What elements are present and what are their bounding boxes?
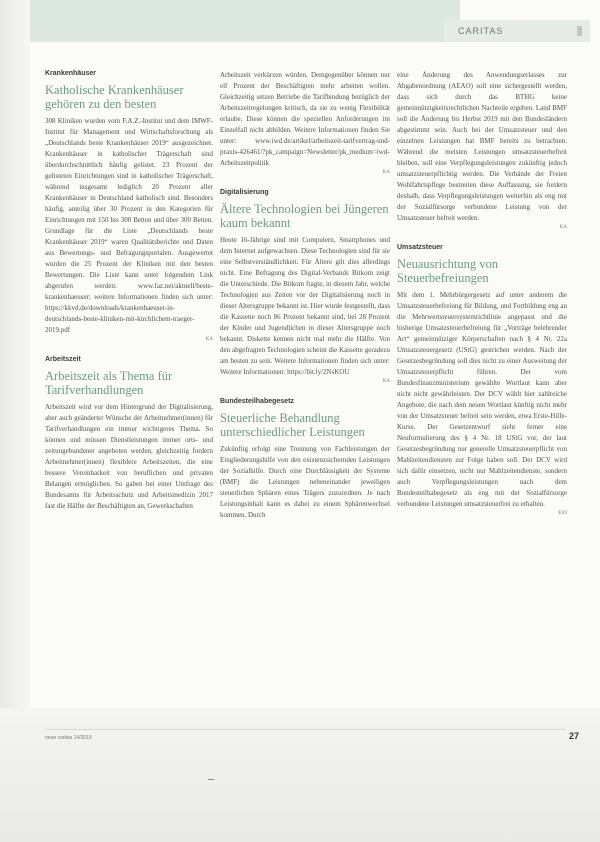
column-1 bbox=[45, 70, 213, 526]
article-kicker: Arbeitszeit bbox=[45, 356, 81, 363]
author-signature: KA bbox=[559, 225, 567, 230]
column-3 bbox=[397, 70, 567, 530]
article-digitalisierung bbox=[220, 189, 390, 384]
section-label: CARITAS bbox=[458, 26, 504, 36]
article-bundesteilhabegesetz bbox=[220, 398, 390, 521]
article-headline: Steuerliche Behandlung unterschiedlicher Leistungen bbox=[220, 411, 365, 439]
article-headline: Arbeitszeit als Thema für Tarifverhandlungen bbox=[45, 369, 173, 397]
article-headline: Katholische Krankenhäuser gehören zu den besten bbox=[45, 83, 184, 111]
article-arbeitszeit-continued bbox=[220, 70, 390, 175]
article-umsatzsteuer bbox=[397, 244, 567, 516]
tab-marker bbox=[577, 26, 582, 36]
section-tab bbox=[444, 20, 590, 42]
article-body: Mit dem 1. Mehrbürgergesetz auf unter anderem die Umsatzsteuerbefreiung für Bildung, und Fortbildung eng an die Mehrwertsteuersystemrichtlinie angepasst und die bisherige Umsatzsteuerbefreiung für „Vorträge belehrender Art“ gemeinnütziger Körperschaften nach § 4 Nr. 22a Umsatzsteuergesetz (UStG) gestrichen werden. Nach der Gesetzesbegründung soll dies nicht zu einer Ausweitung der Umsatzsteuerpflicht führen. Der vom Bundesfinanzministerium gewählte Wortlaut kann aber nicht nicht gewährleisten. Der DCV wählt hier zahlreiche Angebote, die nach dem neuen Wortlaut künftig nicht mehr von der Umsatzsteuer befreit sein werden, etwa Erste-Hilfe-Kurse. Der Gesetzentwurf sieht ferner eine Neuformulierung des § 4 Nr. 18 UStG vor, der laut Gesetzesbegründung nur generelle Umsatzsteuerpflicht von Mahlzeitendiensten zur Folge haben soll. Der DCV wird sich dafür einsetzen, nicht nur Mahlzeitendienste, sondern auch Verpflegungsleistungen nach dem Bundesteilhabegesetz als eng mit der Sozialfürsorge verbundene Leistungen umsatzsteuerfrei zu erhalten. bbox=[397, 291, 567, 508]
article-kicker: Krankenhäuser bbox=[45, 70, 96, 77]
page-number: 27 bbox=[569, 731, 580, 741]
article-kicker: Digitalisierung bbox=[220, 189, 269, 196]
article-body: Zukünftig erfolgt eine Trennung von Fachleistungen der Eingliederungshilfe von den existenzsichernden Leistungen der Sozialhilfe. Durch eine Durchlässigkeit der Systeme (BMF) die Leistungen nebeneinander jeweiligen steuerlichen Sphären eines Trägers zuzuordnen. Je nach Leistungsinhalt kann es dabei zu einem Sphärenwechsel kommen. Durch bbox=[220, 445, 390, 519]
scan-mark bbox=[208, 779, 214, 780]
article-headline: Ältere Technologien bei Jüngeren kaum bekannt bbox=[220, 202, 389, 230]
column-2 bbox=[220, 70, 390, 535]
issue-label: neue caritas 14/2019 bbox=[45, 735, 92, 741]
article-headline: Neuausrichtung von Steuerbefreiungen bbox=[397, 257, 499, 285]
article-krankenhaeuser bbox=[45, 70, 213, 342]
author-signature: EJO bbox=[558, 511, 567, 516]
article-bundesteilhabegesetz-continued bbox=[397, 70, 567, 230]
article-body: Arbeitszeit wird vor dem Hintergrund der Digitalisierung, aber auch geänderter Wünsche der Arbeitnehmer(innen) für Tarifverhandlungen ein immer wichtigeres Thema. So können und müssen Dienstleistungen immer orts- und zeitungebundener angeboten werden, gleichzeitig fordern Arbeitnehmer(innen) flexiblere Arbeitszeiten, die eine bessere Vereinbarkeit von beruflichen und privaten Belangen ermöglichen. So gaben bei einer Umfrage des Bundesamts für Arbeitsschutz und Arbeitsmedizin 2017 fast die Hälfte der Beschäftigten an, Gewerkschaften bbox=[45, 403, 213, 510]
article-body: Arbeitszeit verkürzen würden. Demgegenüber können nur elf Prozent der Beschäftigten mehr arbeiten wollen. Gleichzeitig setzen Betriebe die Tarifbindung bezüglich der Arbeitszeitregelungen kritisch, da sie zu wenig Flexibilität erlaube. Diese können die speziellen Anforderungen im Einzelfall nicht abbilden. Weitere Informationen finden Sie unter: www.iwd.de/artikel/arbeitszeit-tarifvertrag-und-praxis-426461/?pk_campaign=Newsletter/pk_medium=iwd-Arbeitszeitpolitik bbox=[220, 71, 390, 167]
header-bar bbox=[30, 0, 460, 42]
article-body: eine Änderung des Anwendungserlasses zur Abgabenordnung (AEAO) soll eine sichergestellt werden, dass sich durch das BTHG keine gemeinnützigkeitsrechtlichen Nachteile ergeben. Land BMF soll die Änderung bis Herbst 2019 mit den Bundesländern abgestimmt sein. Auch bei der Umsatzsteuer und den einzelnen Leistungen hat BMF bereits zu betrachten. Während die meisten Leistungen umsatzsteuerbefreit bleiben, soll eine Verpflegungsleistungen zukünftig jedoch umsatzsteuerpflichtig werden. Die Verbände der Freien Wohlfahrtspflege bestreiten diese Auffassung, sie fordern deshalb, dass Verpflegungsleistungen weiterhin als eng mit der Sozialfürsorge verbundene Leistung von der Umsatzsteuer befreit werden. bbox=[397, 71, 567, 222]
article-arbeitszeit bbox=[45, 356, 213, 512]
article-kicker: Bundesteilhabegesetz bbox=[220, 398, 294, 405]
article-kicker: Umsatzsteuer bbox=[397, 244, 443, 251]
author-signature: KA bbox=[382, 170, 390, 175]
author-signature: KA bbox=[205, 337, 213, 342]
article-body: Heute 16-Jährige sind mit Computern, Smartphones und dem Internet aufgewachsen. Diese Technologien sind für sie eine Selbstverständlichkeit. Für Ältere gilt dies allerdings nicht. Eine Befragung des Digital-Verbands Bitkom zeigt die Unterschiede. Die Bitkom fragte, in diesem Jahr, welche Technologien aus Zeiten vor der Digitalisierung noch in dieser Altersgruppe bekannt ist. Hier wurde festgestellt, dass die Kassette noch 86 Prozent bekannt sind, bei 28 Prozent der Kinder und Jugendlichen in dieser Altersgruppe noch bekannt. Diskette kennen nicht mal mehr die Hälfte. Von den abgefragten Technologien scheint die Kassette geradezu am besten zu sein. Weitere Informationen finden sich unter: Weitere Informationen: https://bit.ly/2NsKOU bbox=[220, 236, 390, 376]
author-signature: KA bbox=[382, 379, 390, 384]
article-body: 308 Kliniken wurden vom F.A.Z.-Institut und dem IMWF-Institut für Management und Wirtschaftsforschung als „Deutschlands beste Krankenhäuser 2019“ ausgezeichnet. Krankenhäuser in katholischer Trägerschaft sind überdurchschnittlich häufig gelistet. 23 Prozent der gelisteten Einrichtungen sind in katholischer Trägerschaft, während insgesamt lediglich 20 Prozent aller Krankenhäuser in Deutschland katholisch sind. Besonders häufig, anteilig über 30 Prozent in den Kategorien für Einrichtungen mit 150 bis 300 Betten und über 300 Betten. Grundlage für die Liste „Deutschlands beste Krankenhäuser 2019“ waren Qualitätsberichte und Daten aus Bewertungs- und Befragungsportalen. Ausgewertet wurden die 25 Prozent der Kliniken mit den besten Bewertungen. Die Liste kann unter folgendem Link abgerufen werden: www.faz.net/aktuell/beste-krankenhaeuser; weitere Informationen finden sich unter: https://kkvd.de/downloads/krankenhaeuser-in-deutschlands-beste-kliniken-mit-kirchlichem-traeger-2019.pdf bbox=[45, 117, 213, 334]
footer-divider bbox=[45, 729, 565, 730]
